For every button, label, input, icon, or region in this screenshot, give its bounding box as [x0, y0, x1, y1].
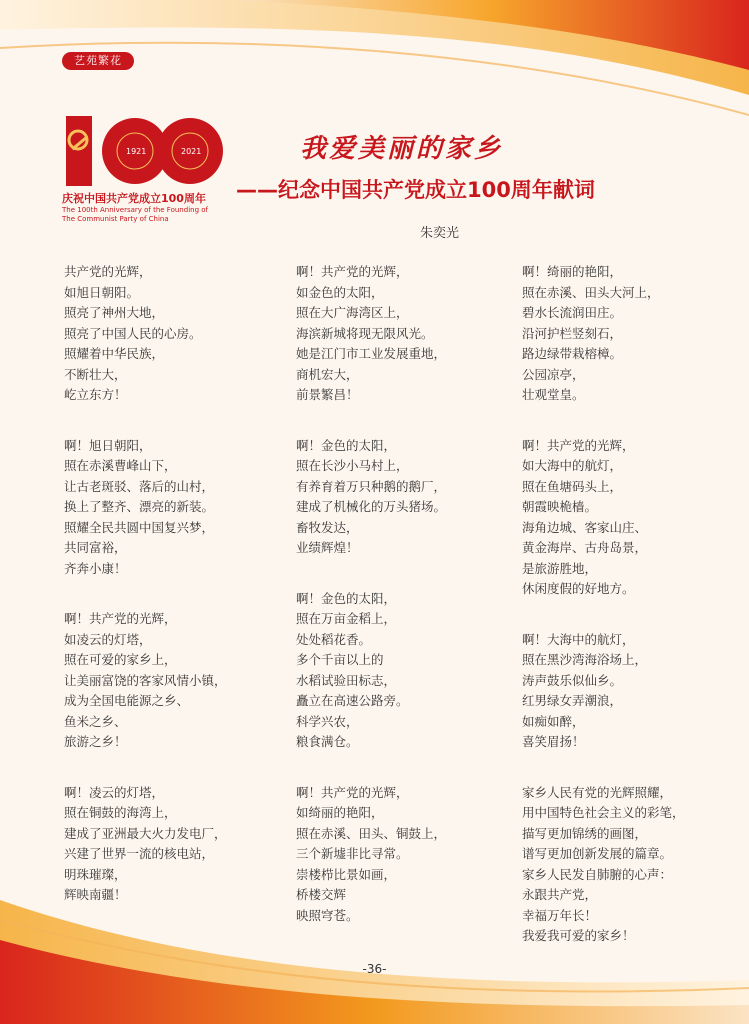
poem-line: 粮食满仓。	[296, 734, 359, 749]
poem-line: 照在铜鼓的海湾上，	[64, 805, 177, 820]
poem-stanza	[64, 783, 279, 906]
poem-line: 齐奔小康！	[64, 560, 127, 576]
poem-line: 啊！大海中的航灯，	[522, 631, 635, 647]
poem-line: 描写更加锦绣的画图，	[522, 825, 648, 841]
poem-line: 照耀着中华民族，	[64, 346, 165, 361]
poem-line: 成为全国电能源之乡、	[64, 693, 190, 708]
poem-line: 旅游之乡！	[64, 734, 127, 749]
poem-line: 建成了亚洲最大火力发电厂，	[64, 825, 227, 841]
poem-line: 如旭日朝阳。	[64, 284, 140, 300]
poem-line: 商机宏大，	[296, 366, 359, 382]
poem-line: 换上了整齐、漂亮的新装。	[64, 499, 215, 514]
poem-line: 啊！共产党的光辉，	[296, 784, 409, 800]
poem-line: 如绮丽的艳阳，	[296, 805, 384, 820]
poem-column-1	[64, 262, 279, 936]
poem-line: 照亮了神州大地，	[64, 305, 165, 320]
poem-line: 照在鱼塘码头上，	[522, 478, 623, 494]
poem-line: 照在黑沙湾海浴场上，	[522, 652, 648, 667]
poem-line: 如金色的太阳，	[296, 284, 384, 300]
poem-line: 啊！共产党的光辉，	[522, 437, 635, 453]
poem-stanza	[64, 262, 279, 406]
poem-line: 照在赤溪、田头大河上，	[522, 284, 660, 300]
poem-line: 家乡人民发自肺腑的心声：	[522, 866, 673, 882]
poem-line: 屹立东方！	[64, 387, 127, 402]
poem-line: 海滨新城将现无限风光。	[296, 325, 434, 341]
poem-stanza	[522, 630, 737, 753]
poem-stanza	[296, 589, 511, 753]
poem-line: 谱写更加创新发展的篇章。	[522, 846, 673, 861]
poem-line: 休闲度假的好地方。	[522, 581, 635, 596]
poem-line: 照在长沙小马村上，	[296, 458, 409, 473]
poem-line: 崇楼栉比景如画，	[296, 866, 397, 882]
poem-line: 三个新墟非比寻常。	[296, 846, 409, 861]
poem-line: 照在可爱的家乡上，	[64, 652, 177, 667]
poem-line: 家乡人民有党的光辉照耀，	[522, 784, 673, 800]
poem-line: 啊！旭日朝阳，	[64, 437, 152, 453]
section-tag: 艺苑繁花	[62, 52, 134, 70]
article-author: 朱奕光	[420, 226, 460, 241]
poem-line: 不断壮大，	[64, 366, 127, 382]
poem-stanza	[296, 436, 511, 559]
poem-column-3	[522, 262, 737, 977]
poem-line: 路边绿带栽榕樟。	[522, 346, 623, 361]
logo-caption-en-2: The Communist Party of China	[62, 215, 169, 223]
poem-line: 涛声鼓乐似仙乡。	[522, 672, 623, 688]
poem-line: 畜牧发达，	[296, 519, 359, 535]
poem-line: 辉映南疆！	[64, 887, 127, 902]
poem-line: 兴建了世界一流的核电站，	[64, 846, 215, 861]
centenary-logo	[60, 110, 230, 230]
poem-line: 啊！凌云的灯塔，	[64, 784, 165, 800]
poem-line: 啊！共产党的光辉，	[64, 611, 177, 626]
poem-line: 建成了机械化的万头猪场。	[296, 499, 447, 514]
poem-line: 照耀全民共圆中国复兴梦，	[64, 519, 215, 535]
logo-year-2021: 2021	[181, 147, 202, 156]
poem-stanza	[64, 609, 279, 753]
poem-line: 是旅游胜地，	[522, 560, 598, 576]
poem-line: 照在大广海湾区上，	[296, 305, 409, 320]
poem-line: 明珠璀璨，	[64, 866, 127, 882]
poem-line: 碧水长流润田庄。	[522, 305, 623, 320]
poem-line: 幸福万年长！	[522, 907, 598, 923]
poem-line: 永跟共产党，	[522, 887, 598, 902]
poem-line: 如大海中的航灯，	[522, 458, 623, 473]
poem-line: 如凌云的灯塔，	[64, 631, 152, 647]
poem-line: 桥楼交辉	[296, 887, 347, 902]
poem-line: 啊！共产党的光辉，	[296, 264, 409, 279]
poem-line: 多个千亩以上的	[296, 652, 384, 667]
logo-caption	[62, 192, 232, 224]
poem-line: 照亮了中国人民的心房。	[64, 325, 202, 341]
logo-caption-en-1: The 100th Anniversary of the Founding of	[62, 206, 208, 214]
poem-line: 共产党的光辉，	[64, 264, 152, 279]
poem-line: 矗立在高速公路旁。	[296, 693, 409, 708]
poem-line: 海角边城、客家山庄、	[522, 519, 648, 535]
poem-line: 处处稻花香。	[296, 631, 372, 647]
logo-year-1921: 1921	[126, 147, 147, 156]
poem-line: 鱼米之乡、	[64, 713, 127, 729]
poem-line: 照在赤溪、田头、铜鼓上，	[296, 825, 447, 841]
poem-line: 用中国特色社会主义的彩笔，	[522, 805, 685, 820]
poem-line: 啊！绮丽的艳阳，	[522, 264, 623, 279]
poem-line: 映照穹苍。	[296, 907, 359, 923]
poem-line: 让美丽富饶的客家风情小镇，	[64, 672, 227, 688]
poem-column-2	[296, 262, 511, 956]
poem-line: 啊！金色的太阳，	[296, 437, 397, 453]
poem-stanza	[64, 436, 279, 580]
poem-line: 公园凉亭，	[522, 366, 585, 382]
poem-line: 让古老斑驳、落后的山村，	[64, 478, 215, 494]
poem-line: 照在赤溪曹峰山下，	[64, 458, 177, 473]
poem-line: 水稻试验田标志，	[296, 672, 397, 688]
article-title: 我爱美丽的家乡	[300, 134, 504, 164]
poem-line: 朝霞映桅樯。	[522, 499, 598, 514]
poem-line: 喜笑眉扬！	[522, 734, 585, 749]
poem-line: 业绩辉煌！	[296, 540, 359, 555]
poem-stanza	[522, 262, 737, 406]
poem-line: 黄金海岸、古舟岛景，	[522, 540, 648, 555]
poem-line: 如痴如醉，	[522, 713, 585, 729]
poem-line: 红男绿女弄潮浪，	[522, 693, 623, 708]
logo-caption-cn: 庆祝中国共产党成立100周年	[62, 192, 206, 205]
poem-line: 有养育着万只种鹅的鹅厂，	[296, 478, 447, 494]
poem-line: 科学兴农，	[296, 713, 359, 729]
poem-stanza	[296, 783, 511, 927]
poem-stanza	[522, 436, 737, 600]
poem-line: 沿河护栏竖刻石，	[522, 325, 623, 341]
poem-line: 共同富裕，	[64, 540, 127, 555]
page-number: -36-	[362, 962, 387, 976]
poem-line: 前景繁昌！	[296, 387, 359, 402]
poem-line: 她是江门市工业发展重地，	[296, 346, 447, 361]
article-subtitle: ——纪念中国共产党成立100周年献词	[236, 178, 595, 202]
poem-stanza	[296, 262, 511, 406]
poem-stanza	[522, 783, 737, 947]
poem-line: 照在万亩金稻上，	[296, 611, 397, 626]
poem-line: 壮观堂皇。	[522, 387, 585, 402]
poem-line: 啊！金色的太阳，	[296, 590, 397, 606]
poem-line: 我爱我可爱的家乡！	[522, 928, 635, 943]
